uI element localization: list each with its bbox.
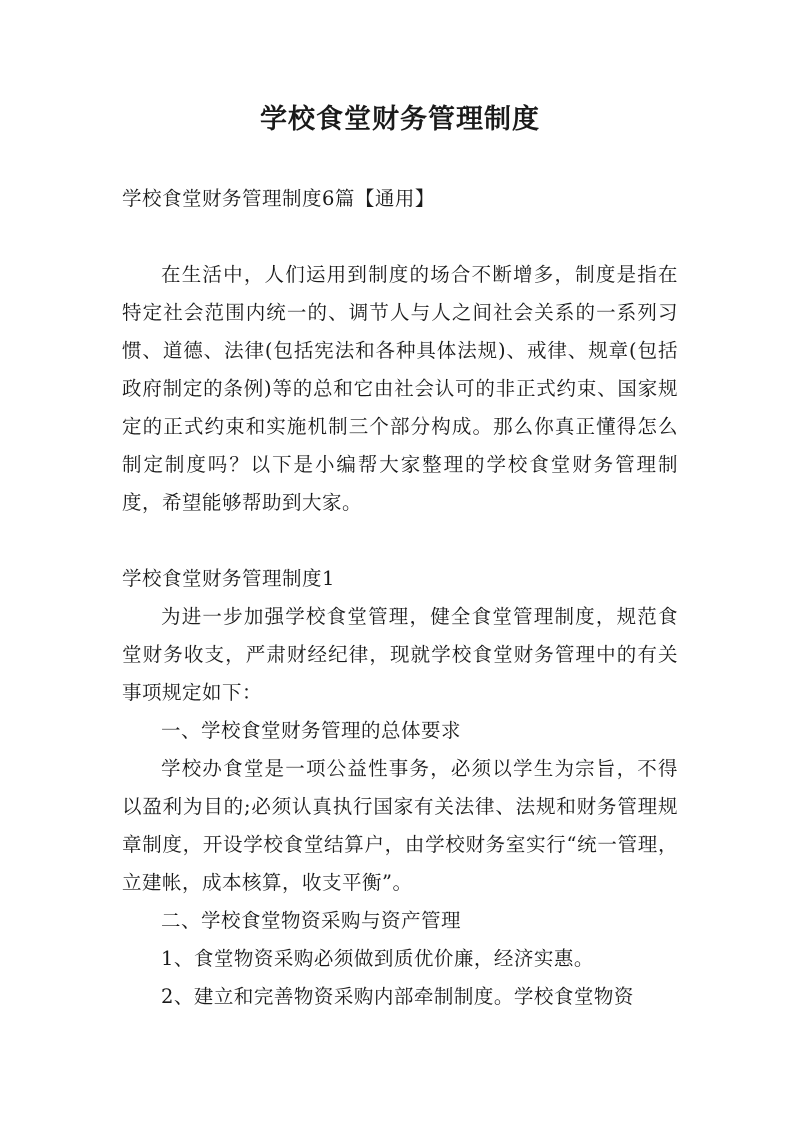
document-body	[122, 180, 678, 1016]
section-title: 学校食堂财务管理制度1	[122, 567, 335, 590]
list-item: 2、建立和完善物资采购内部牵制制度。学校食堂物资	[161, 985, 634, 1008]
body-paragraph: 为进一步加强学校食堂管理，健全食堂管理制度，规范食堂财务收支，严肃财经纪律，现就学校食堂财务管理中的有关事项规定如下：	[122, 605, 678, 704]
list-item: 1、食堂物资采购必须做到质优价廉，经济实惠。	[161, 947, 594, 970]
section-heading-procurement: 二、学校食堂物资采购与资产管理	[161, 909, 462, 932]
section-heading-requirements: 一、学校食堂财务管理的总体要求	[161, 719, 462, 742]
intro-paragraph: 在生活中，人们运用到制度的场合不断增多，制度是指在特定社会范围内统一的、调节人与人之间社会关系的一系列习惯、道德、法律(包括宪法和各种具体法规)、戒律、规章(包括政府制定的条例)等的总和它由社会认可的非正式约束、国家规定的正式约束和实施机制三个部分构成。那么你真正懂得怎么制定制度吗？以下是小编帮大家整理的学校食堂财务管理制度，希望能够帮助到大家。	[122, 263, 678, 514]
document-subtitle: 学校食堂财务管理制度6篇【通用】	[122, 187, 435, 210]
body-paragraph: 学校办食堂是一项公益性事务，必须以学生为宗旨，不得以盈利为目的;必须认真执行国家有关法律、法规和财务管理规章制度，开设学校食堂结算户，由学校财务室实行“统一管理，立建帐，成本核算，收支平衡”。	[122, 757, 678, 894]
document-title: 学校食堂财务管理制度	[260, 104, 540, 135]
